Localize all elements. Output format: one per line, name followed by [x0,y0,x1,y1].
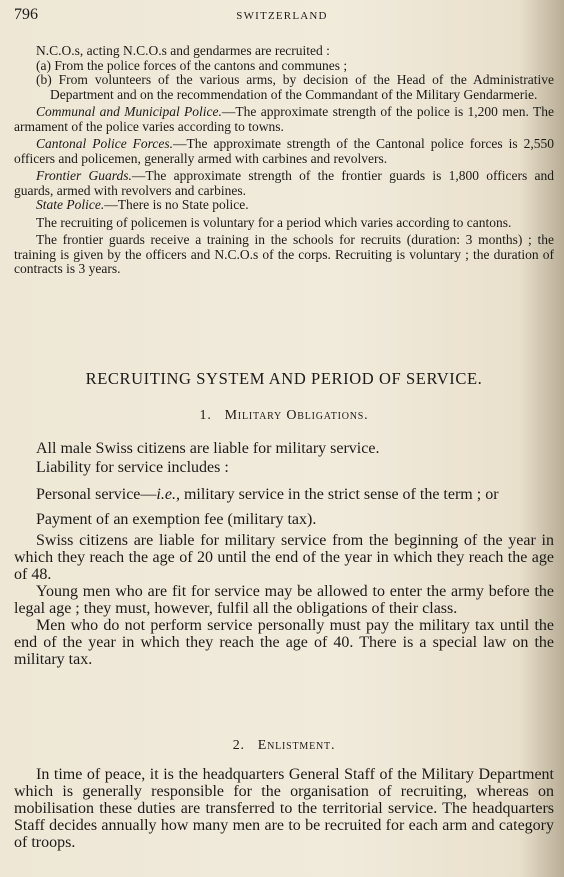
obligation-paragraph-1: All male Swiss citizens are liable for military service. [36,440,380,457]
personal-service-rest: military service in the strict sense of the term ; or [179,486,499,503]
cantonal-police-label: Cantonal Police Forces. [36,136,174,151]
communal-police-label: Communal and Municipal Police. [36,104,222,119]
frontier-training-paragraph: The frontier guards receive a training in the schools for recruits (duration: 3 months) ; the training is given by the officers and N.C.O.s of the corps. Recruiting is voluntary ; the duration of contracts is 3 years. [14,232,554,276]
subsection-1-number: 1. [199,408,212,423]
personal-service-text: Personal service— [36,486,157,503]
cantonal-police-text: —The approximate strength of the Cantonal police forces is 2,550 officers and policemen, generally armed with carbines and revolvers. [14,136,554,166]
state-police-paragraph [14,198,554,213]
page-number: 796 [14,6,38,23]
police-recruiting-paragraph: The recruiting of policemen is voluntary for a period which varies according to cantons. [36,214,512,230]
obligation-paragraph-4: Payment of an exemption fee (military tax). [36,511,317,528]
state-police-label: State Police. [36,197,105,212]
running-head: SWITZERLAND [236,10,328,22]
state-police-text: —There is no State police. [104,197,249,212]
frontier-guards-paragraph [14,169,554,198]
ie-abbreviation: i.e., [156,486,180,503]
obligation-paragraph-3 [14,486,554,503]
police-item-b: (b) From volunteers of the various arms, by decision of the Head of the Administrative Department and on the recommendation of the Commandant of the Military Gendarmerie. [36,72,554,102]
obligation-paragraph-5: Swiss citizens are liable for military service from the beginning of the year in which they reach the age of 20 until the end of the year in which they reach the age of 48. [14,532,554,583]
police-item-a: (a) From the police forces of the cantons and communes ; [36,57,348,73]
obligation-paragraph-2: Liability for service includes : [36,459,229,476]
military-obligations-section [14,440,554,668]
obligation-paragraph-6: Young men who are fit for service may be allowed to enter the army before the legal age ; they must, however, fulfil all the obligations of their class. [14,583,554,617]
communal-police-text: —The approximate strength of the police is 1,200 men. The armament of the police varies according to towns. [14,104,554,134]
enlistment-paragraph: In time of peace, it is the headquarters General Staff of the Military Department which is generally responsible for the organisation of recruiting, whereas on mobilisation these duties are transferred to the territorial service. The headquarters Staff decides annually how many men are to be recruited for each arm and category of troops. [14,766,554,851]
subsection-1-title: Military Obligations. [224,408,369,423]
police-intro: N.C.O.s, acting N.C.O.s and gendarmes are recruited : [36,43,330,58]
police-section [14,44,554,277]
subsection-2-title: Enlistment. [257,738,336,753]
communal-police-paragraph [14,105,554,134]
page-header [14,6,550,26]
obligation-paragraph-7: Men who do not perform service personally must pay the military tax until the end of the year in which they reach the age of 40. There is a special law on the military tax. [14,617,554,668]
subsection-2-number: 2. [232,738,245,753]
section-title: RECRUITING SYSTEM AND PERIOD OF SERVICE. [85,369,483,388]
enlistment-section [14,766,554,851]
subsection-2-heading [14,738,554,754]
frontier-guards-label: Frontier Guards. [36,168,132,183]
frontier-guards-text: —The approximate strength of the frontier guards is 1,800 officers and guards, armed with revolvers and carbines. [14,168,554,198]
cantonal-police-paragraph [14,137,554,166]
subsection-1-heading [14,408,554,424]
